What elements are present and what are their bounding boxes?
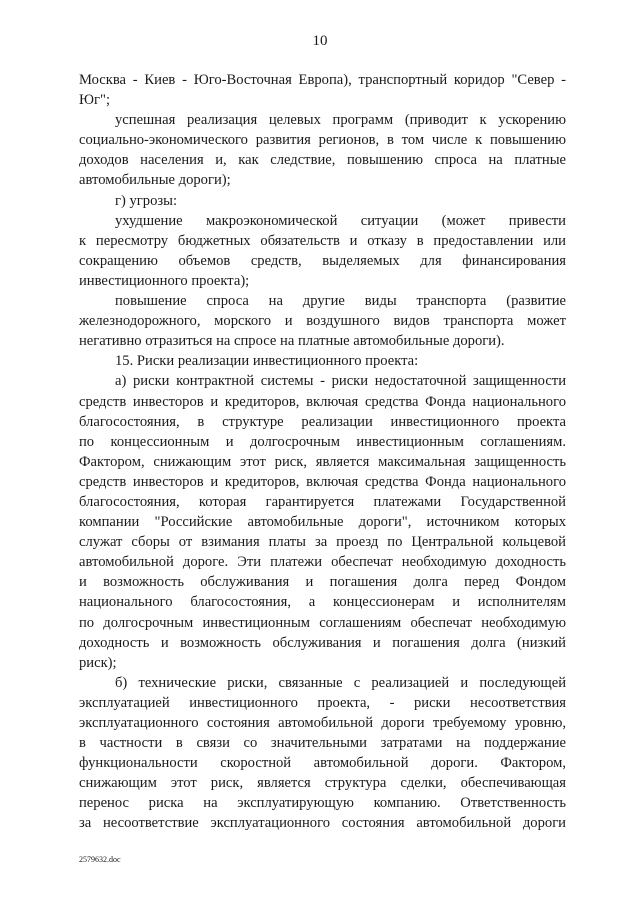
text-line: по долгосрочным инвестиционным соглашениям обеспечат необходимую [79, 614, 566, 631]
text-line: национального благосостояния, а концессионерам и исполнителям [79, 594, 566, 611]
text-line: средств инвесторов и кредиторов, включая средства Фонда национального [79, 393, 566, 410]
text-line: доходность и возможность обслуживания и погашения долга (низкий [79, 634, 566, 651]
text-line: снижающим этот риск, является структура сделки, обеспечивающая [79, 775, 566, 792]
text-line: а) риски контрактной системы - риски недостаточной защищенности [115, 373, 566, 390]
text-line: в частности в связи со значительными затратами на поддержание [79, 735, 566, 752]
page-number: 10 [312, 33, 328, 49]
text-line: риск); [79, 654, 117, 671]
text-line: сокращению объемов средств, выделяемых для финансирования [79, 252, 566, 269]
text-line: Фактором, снижающим этот риск, является максимальная защищенность [79, 453, 566, 470]
body-text [79, 70, 566, 834]
text-line: за несоответствие эксплуатационного состояния автомобильной дороги [79, 815, 566, 832]
text-line: повышение спроса на другие виды транспорта (развитие [115, 293, 566, 310]
text-line: служат сборы от взимания платы за проезд по Центральной кольцевой [79, 534, 566, 551]
text-line: Москва - Киев - Юго-Восточная Европа), транспортный коридор "Север - [79, 72, 566, 88]
text-line: доходов населения и, как следствие, повышению спроса на платные [79, 152, 566, 169]
text-line: автомобильные дороги); [79, 172, 231, 189]
text-line: перенос риска на эксплуатирующую компанию. Ответственность [79, 795, 566, 812]
text-line: компании "Российские автомобильные дороги", источником которых [79, 514, 566, 531]
text-line: эксплуатационного состояния автомобильной дороги требуемому уровню, [79, 715, 566, 731]
text-line: г) угрозы: [115, 192, 177, 209]
text-line: ухудшение макроэкономической ситуации (может привести [115, 212, 566, 229]
text-line: к пересмотру бюджетных обязательств и отказу в предоставлении или [79, 232, 566, 249]
text-line: социально-экономического развития регионов, в том числе к повышению [79, 132, 566, 149]
text-line: инвестиционного проекта); [79, 272, 250, 289]
text-line: средств инвесторов и кредиторов, включая средства Фонда национального [79, 473, 566, 490]
file-name-footer: 2579632.doc [79, 855, 121, 864]
text-line: 15. Риски реализации инвестиционного проекта: [115, 353, 419, 370]
text-line: и возможность обслуживания и погашения долга перед Фондом [79, 574, 566, 591]
text-line: функциональности скоростной автомобильной дороги. Фактором, [79, 755, 566, 772]
text-line: успешная реализация целевых программ (приводит к ускорению [115, 112, 566, 129]
text-line: благосостояния, в структуре реализации инвестиционного проекта [79, 413, 566, 430]
text-line: Юг"; [79, 92, 110, 109]
text-line: эксплуатацией инвестиционного проекта, - риски несоответствия [79, 694, 566, 711]
text-line: по концессионным и долгосрочным инвестиционным соглашениям. [79, 433, 566, 450]
text-line: б) технические риски, связанные с реализацией и последующей [115, 674, 566, 691]
text-line: благосостояния, которая гарантируется платежами Государственной [79, 493, 566, 510]
text-line: автомобильной дороге. Эти платежи обеспечат необходимую доходность [79, 554, 566, 571]
text-line: негативно отразиться на спросе на платные автомобильные дороги). [79, 333, 505, 350]
text-line: железнодорожного, морского и воздушного видов транспорта может [79, 313, 566, 330]
